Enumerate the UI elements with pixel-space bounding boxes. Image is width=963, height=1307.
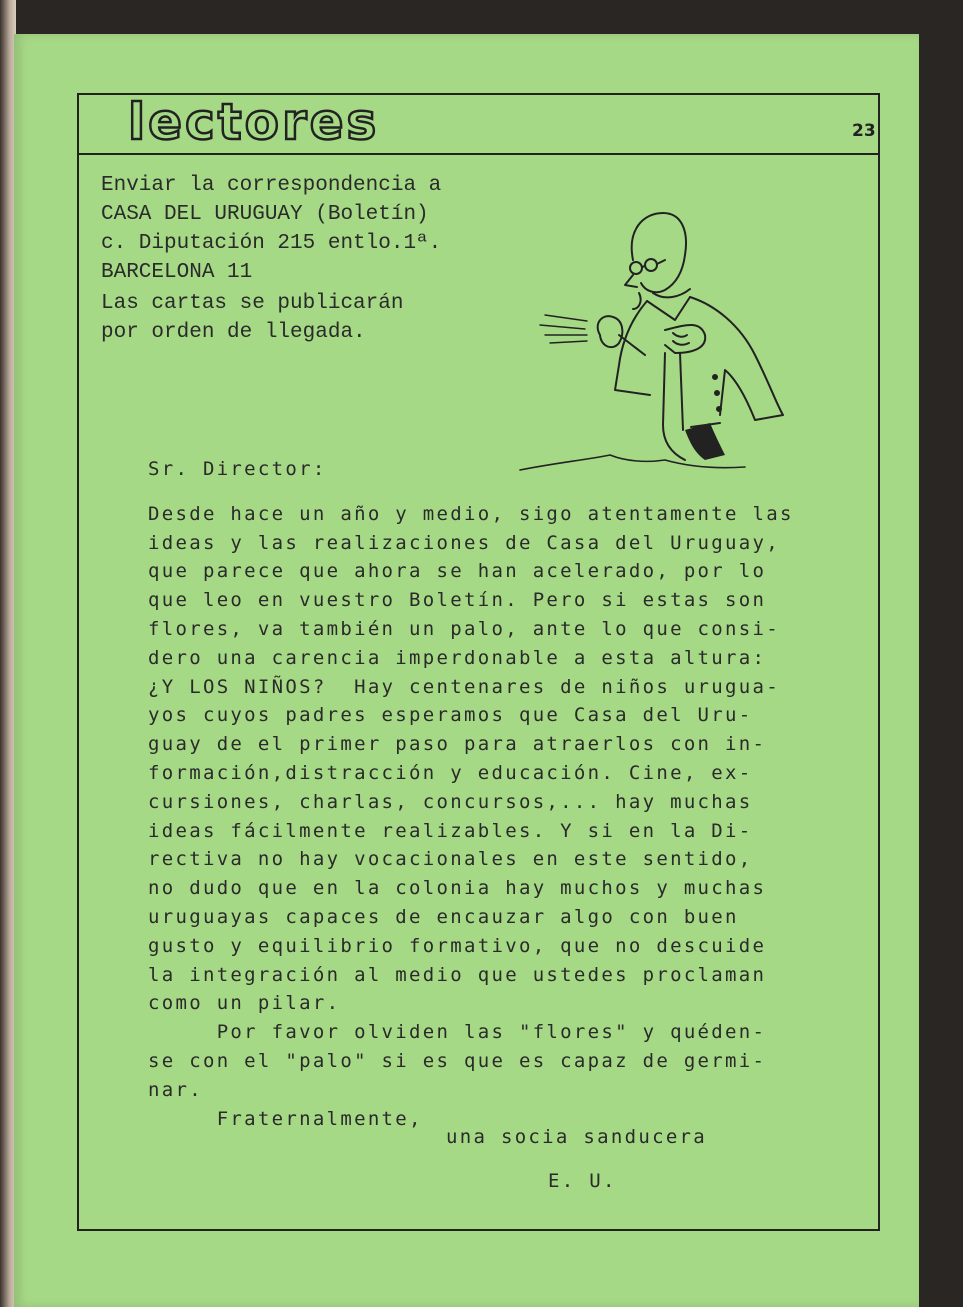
letter-line: que parece que ahora se han acelerado, por lo — [148, 560, 767, 583]
letter-line: dero una carencia imperdonable a esta altura: — [148, 646, 767, 669]
notice-line: por orden de llegada. — [101, 321, 366, 344]
letter-line: ideas fácilmente realizables. Y si en la Di- — [148, 819, 753, 842]
letter-line: Por favor olviden las "flores" y quéden- — [148, 1021, 767, 1044]
letter-line: flores, va también un palo, ante lo que consi- — [148, 617, 780, 640]
caricature-speaking-man-icon — [515, 205, 790, 480]
letter-line: yos cuyos padres esperamos que Casa del Uru- — [148, 704, 753, 727]
submission-notice — [101, 171, 441, 347]
letter-line: guay de el primer paso para atraerlos con in- — [148, 733, 767, 756]
page-number: 23 — [852, 121, 876, 141]
notice-line: Las cartas se publicarán — [101, 292, 404, 315]
letter-line: Fraternalmente, — [148, 1107, 423, 1130]
letter-line: gusto y equilibrio formativo, que no descuide — [148, 934, 767, 957]
letter-initials: E. U. — [548, 1170, 617, 1192]
letter-line: rectiva no hay vocacionales en este sentido, — [148, 848, 753, 871]
letter-salutation: Sr. Director: — [148, 458, 327, 480]
letter-line: ideas y las realizaciones de Casa del Uruguay, — [148, 531, 780, 554]
letter-line: como un pilar. — [148, 992, 341, 1015]
header-divider — [77, 153, 880, 155]
notice-line: c. Diputación 215 entlo.1ª. — [101, 232, 442, 255]
letter-line: uruguayas capaces de encauzar algo con buen — [148, 905, 739, 928]
letter-line: Desde hace un año y medio, sigo atentamente las — [148, 502, 794, 525]
reader-letter — [148, 455, 794, 1133]
letter-line: cursiones, charlas, concursos,... hay muchas — [148, 790, 753, 813]
letter-line: se con el "palo" si es que es capaz de germi- — [148, 1049, 767, 1072]
letter-signature: una socia sanducera — [446, 1126, 708, 1148]
section-title: lectores — [128, 93, 380, 151]
notice-line: CASA DEL URUGUAY (Boletín) — [101, 203, 429, 226]
letter-line: formación,distracción y educación. Cine, ex- — [148, 761, 753, 784]
letter-line: que leo en vuestro Boletín. Pero si estas son — [148, 589, 767, 612]
letter-line: la integración al medio que ustedes proclaman — [148, 963, 767, 986]
letter-line: nar. — [148, 1078, 203, 1101]
notice-line: BARCELONA 11 — [101, 261, 253, 284]
notice-line: Enviar la correspondencia a — [101, 174, 442, 197]
letter-line: ¿Y LOS NIÑOS? Hay centenares de niños urugua- — [148, 675, 780, 698]
letter-line: no dudo que en la colonia hay muchos y muchas — [148, 877, 767, 900]
